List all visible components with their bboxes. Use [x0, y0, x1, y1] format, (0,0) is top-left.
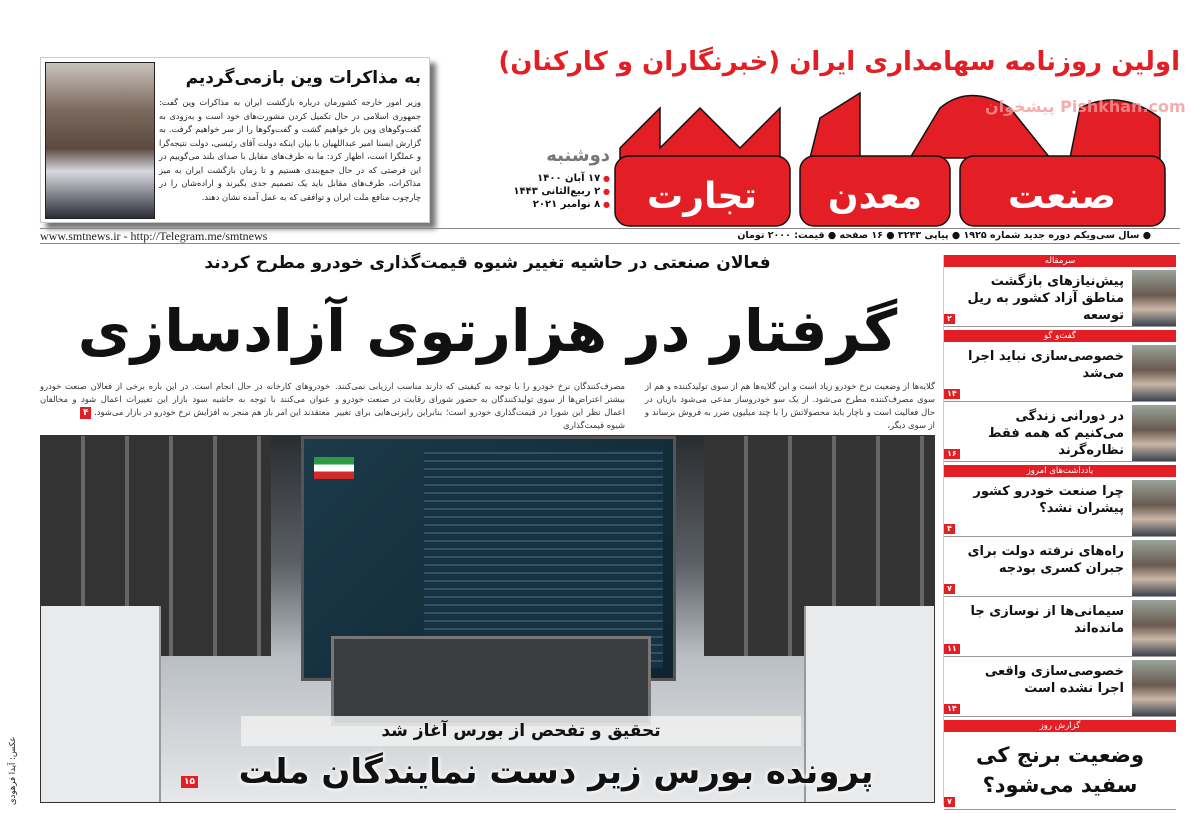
report-title[interactable]: وضعیت برنج کی سفید می‌شود؟ — [975, 743, 1145, 797]
top-story-box[interactable] — [40, 57, 430, 223]
photo-panel — [41, 606, 161, 803]
author-photo — [1132, 600, 1176, 656]
lead-column-3 — [40, 380, 330, 419]
page-badge[interactable]: ۱۱ — [944, 644, 960, 654]
top-story-title[interactable]: به مذاکرات وین بازمی‌گردیم — [185, 68, 421, 88]
date-solar: ● ۱۷ آبان ۱۴۰۰ — [520, 172, 610, 185]
sidebar-item[interactable] — [944, 600, 1176, 657]
page-badge[interactable]: ۷ — [944, 584, 955, 594]
author-photo — [1132, 480, 1176, 536]
weekday: دوشنبه — [546, 145, 610, 166]
page-badge[interactable]: ۱۶ — [944, 449, 960, 459]
top-story-photo — [45, 62, 155, 219]
sidebar-item-title[interactable]: سیمانی‌ها از نوسازی جا مانده‌اند — [970, 604, 1124, 636]
author-photo — [1132, 345, 1176, 401]
lead-column-3-text: خودروهای کارخانه در حال انجام است. در این باره برخی از فعالان صنعت خودرو عنوان می‌کنند با توجه به حاشیه سود بازار این تغییرات اعمال شود و مخالفان معتقدند این امر باز هم منجر به افزایش نرخ خودرو در بازار می‌شود. — [40, 381, 330, 417]
photo-entrance — [331, 636, 651, 726]
author-photo — [1132, 660, 1176, 716]
lead-column-1: گلایه‌ها از وضعیت نرخ خودرو زیاد است و این گلایه‌ها هم از سوی تولیدکننده و هم از سوی مصرف‌کننده مطرح می‌شود. از یک سو خودروساز مدعی می‌شود بازیان در حال فعالیت است و ناچار باید محصولاتش را با چند میلیون ضرر به فروش برساند و از سوی دیگر، — [645, 381, 935, 430]
sidebar-item-title[interactable]: خصوصی‌سازی نباید اجرا می‌شد — [968, 349, 1124, 381]
page-badge[interactable]: ۱۴ — [944, 704, 960, 714]
lead-column-2: مصرف‌کنندگان نرخ خودرو را با توجه به کیفیتی که دارند مناسب ارزیابی نمی‌کنند. بیشتر اعتراض‌ها از سوی تولیدکنندگان به حضور شورای رقابت در صنعت خودرو و اعمال نظر این شورا در قیمت‌گذاری خودرو است؛ بنابراین رایزنی‌هایی برای تغییر شیوه قیمت‌گذاری — [335, 381, 625, 430]
flag-icon — [314, 457, 354, 479]
photo-credit: عکس: آیدا فرهودی — [8, 736, 18, 805]
sidebar-item-title[interactable]: در دورانی زندگی می‌کنیم که همه فقط نظاره‌گرند — [988, 409, 1124, 458]
page-badge[interactable]: ۴ — [80, 407, 92, 419]
sidebar-item[interactable] — [944, 270, 1176, 327]
author-photo — [1132, 270, 1176, 326]
section-header-report: گزارش روز — [944, 720, 1176, 732]
photo-headline[interactable]: پرونده بورس زیر دست نمایندگان ملت — [238, 752, 874, 792]
stock-exchange-photo — [40, 435, 935, 803]
sidebar-item[interactable] — [944, 480, 1176, 537]
logo-word-trade: تجارت — [647, 176, 757, 217]
sidebar-item[interactable] — [944, 405, 1176, 462]
logo-word-industry: صنعت — [1008, 176, 1116, 217]
sidebar — [943, 255, 1176, 805]
section-header-notes: یادداشت‌های امروز — [944, 465, 1176, 477]
logo-word-mine: معدن — [827, 176, 923, 217]
date-box — [513, 145, 610, 211]
issue-info: ● سال سی‌ویکم دوره جدید شماره ۱۹۲۵ ● پیاپی ۳۲۴۳ ● ۱۶ صفحه ● قیمت: ۲۰۰۰ تومان — [737, 230, 1151, 241]
page-badge[interactable]: ۷ — [944, 797, 955, 807]
date-lunar: ● ۲ ربیع‌الثانی ۱۴۴۳ — [520, 185, 610, 198]
author-photo — [1132, 405, 1176, 461]
page-badge[interactable]: ۴ — [944, 524, 955, 534]
page-badge[interactable]: ۲ — [944, 314, 955, 324]
section-header-editorial: سرمقاله — [944, 255, 1176, 267]
section-header-interview: گفت‌و گو — [944, 330, 1176, 342]
sidebar-item-title[interactable]: راه‌های نرفته دولت برای جبران کسری بودجه — [967, 544, 1124, 576]
page-badge[interactable]: ۱۴ — [944, 389, 960, 399]
website-links[interactable]: www.smtnews.ir - http://Telegram.me/smtnews — [40, 229, 268, 243]
sidebar-item-title[interactable]: پیش‌نیازهای بازگشت مناطق آزاد کشور به ریل توسعه — [967, 274, 1124, 323]
lead-headline[interactable]: گرفتار در هزارتوی آزادسازی — [77, 297, 898, 365]
sidebar-item-title[interactable]: چرا صنعت خودرو کشور پیشران نشد؟ — [973, 484, 1124, 516]
sidebar-item[interactable] — [944, 660, 1176, 717]
lead-kicker: فعالان صنعتی در حاشیه تغییر شیوه قیمت‌گذاری خودرو مطرح کردند — [204, 253, 771, 273]
daily-report[interactable] — [944, 735, 1176, 810]
divider — [40, 243, 1180, 244]
author-photo — [1132, 540, 1176, 596]
sidebar-item-title[interactable]: خصوصی‌سازی واقعی اجرا نشده است — [984, 664, 1124, 696]
masthead-tagline: اولین روزنامه سهامداری ایران (خبرنگاران و کارکنان) — [498, 47, 1180, 77]
sidebar-item[interactable] — [944, 540, 1176, 597]
date-gregorian: ● ۸ نوامبر ۲۰۲۱ — [520, 198, 610, 211]
page-badge[interactable]: ۱۵ — [181, 776, 198, 788]
watermark: پیشخوان Pishkhan.com — [985, 97, 1186, 116]
photo-kicker: تحقیق و تفحص از بورس آغاز شد — [241, 716, 801, 746]
top-story-body: وزیر امور خارجه کشورمان درباره بازگشت ایران به مذاکرات وین گفت: جمهوری اسلامی در حال تکمیل کردن مشورت‌های خود است و به‌زودی به گفت‌وگوهای وین باز خواهیم گشت و گفت‌وگوها را از سر خواهیم گرفت. به گزارش ایسنا امیر عبداللهیان با بیان اینکه دولت آقای رئیسی، دولت نتیجه‌گرا و عملگرا است، اظهار کرد: ما به طرف‌های مقابل با صدای بلند می‌گوییم در این فرصتی که در حال جمع‌بندی هستیم و تا زمان بازگشت ایران به میز مذاکرات، طرف‌های مقابل باید یک تصمیم جدی بگیرند و اراده‌شان را در چارچوب منافع ملت ایران و توافقی که به عمل آمده نشان دهند. — [159, 97, 421, 202]
sidebar-item[interactable] — [944, 345, 1176, 402]
